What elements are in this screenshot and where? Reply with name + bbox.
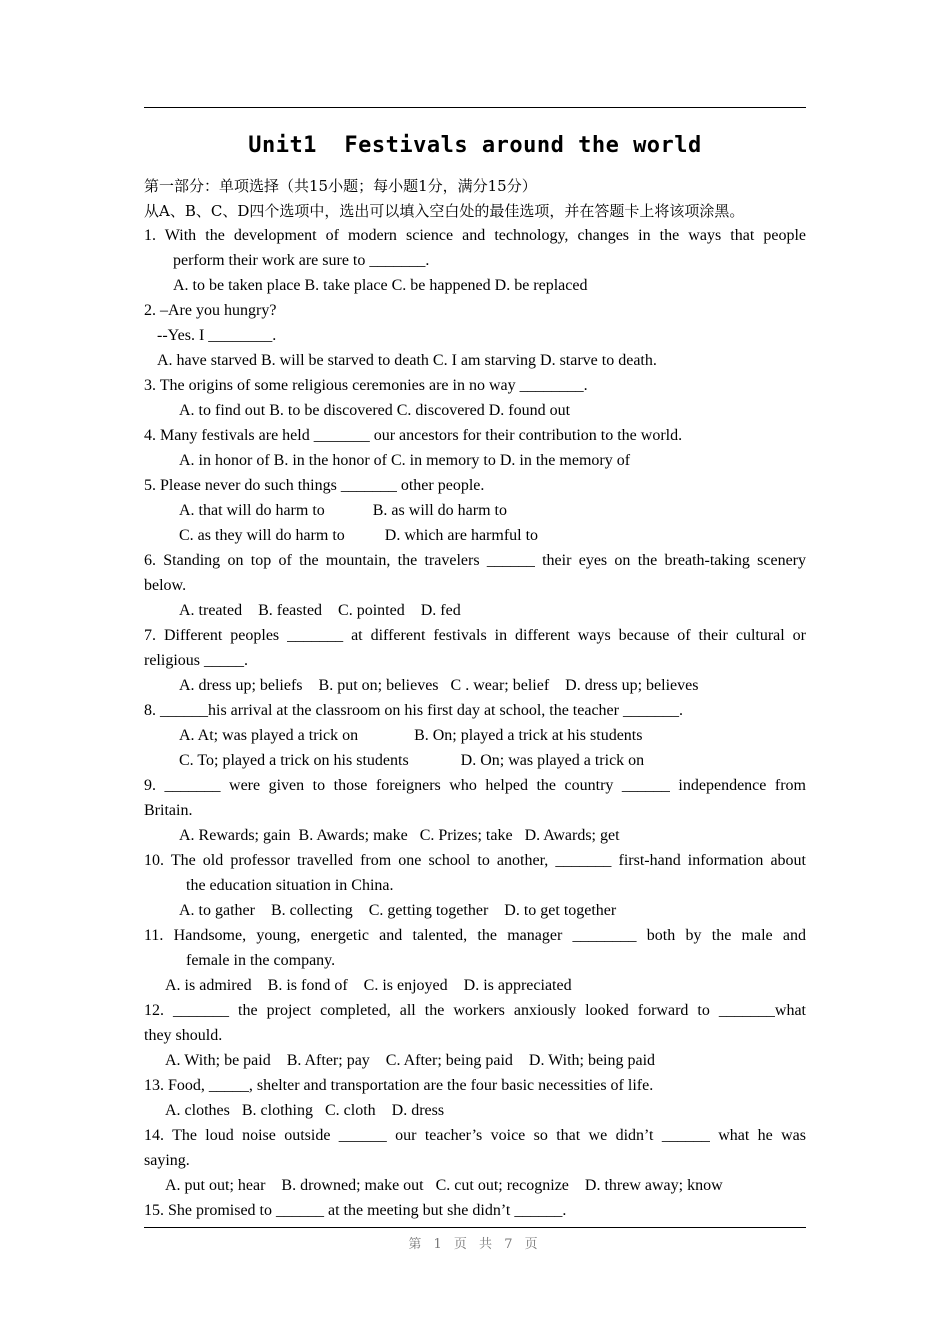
question-14-cont: saying.	[144, 1152, 190, 1169]
question-1: 1. With the development of modern science and technology, changes in the ways that people	[144, 227, 806, 244]
instruction: 从A、B、C、D四个选项中，选出可以填入空白处的最佳选项，并在答题卡上将该项涂黑。	[144, 202, 745, 220]
question-10: 10. The old professor travelled from one school to another, _______ first-hand information about	[144, 852, 806, 869]
question-2-cont: --Yes. I ________.	[157, 327, 277, 344]
question-1-options: A. to be taken place B. take place C. be happened D. be replaced	[173, 277, 588, 294]
question-9-cont: Britain.	[144, 802, 193, 819]
question-12: 12. _______ the project completed, all the workers anxiously looked forward to _______what	[144, 1002, 806, 1019]
question-1-cont: perform their work are sure to _______.	[173, 252, 430, 269]
question-7-options: A. dress up; beliefs B. put on; believes C . wear; belief D. dress up; believes	[179, 677, 699, 694]
question-13-options: A. clothes B. clothing C. cloth D. dress	[165, 1102, 445, 1119]
question-11-cont: female in the company.	[186, 952, 336, 969]
question-5: 5. Please never do such things _______ other people.	[144, 477, 485, 494]
question-2: 2. –Are you hungry?	[144, 302, 277, 319]
question-6-cont: below.	[144, 577, 187, 594]
question-9: 9. _______ were given to those foreigners who helped the country ______ independence from	[144, 777, 806, 794]
question-6-options: A. treated B. feasted C. pointed D. fed	[179, 602, 461, 619]
question-4: 4. Many festivals are held _______ our ancestors for their contribution to the world.	[144, 427, 683, 444]
question-5-options-ab: A. that will do harm to B. as will do harm to	[179, 502, 507, 519]
question-11-options: A. is admired B. is fond of C. is enjoyed D. is appreciated	[165, 977, 572, 994]
page-footer: 第 1 页 共 7 页	[408, 1237, 542, 1252]
question-4-options: A. in honor of B. in the honor of C. in memory to D. in the memory of	[179, 452, 631, 469]
question-2-options: A. have starved B. will be starved to death C. I am starving D. starve to death.	[157, 352, 657, 369]
question-12-options: A. With; be paid B. After; pay C. After; being paid D. With; being paid	[165, 1052, 656, 1069]
question-8-options-cd: C. To; played a trick on his students D. On; was played a trick on	[179, 752, 645, 769]
question-13: 13. Food, _____, shelter and transportation are the four basic necessities of life.	[144, 1077, 654, 1094]
footer-rule	[144, 1227, 806, 1228]
question-9-options: A. Rewards; gain B. Awards; make C. Prizes; take D. Awards; get	[179, 827, 620, 844]
question-7: 7. Different peoples _______ at different festivals in different ways because of their cultural or	[144, 627, 806, 644]
question-14-options: A. put out; hear B. drowned; make out C. cut out; recognize D. threw away; know	[165, 1177, 723, 1194]
question-11: 11. Handsome, young, energetic and talented, the manager ________ both by the male and	[144, 927, 806, 944]
question-3-options: A. to find out B. to be discovered C. discovered D. found out	[179, 402, 571, 419]
header-rule	[144, 107, 806, 108]
question-15: 15. She promised to ______ at the meeting but she didn’t ______.	[144, 1202, 567, 1219]
question-10-options: A. to gather B. collecting C. getting together D. to get together	[179, 902, 617, 919]
question-14: 14. The loud noise outside ______ our teacher’s voice so that we didn’t ______ what he was	[144, 1127, 806, 1144]
question-3: 3. The origins of some religious ceremonies are in no way ________.	[144, 377, 588, 394]
question-12-cont: they should.	[144, 1027, 223, 1044]
question-5-options-cd: C. as they will do harm to D. which are harmful to	[179, 527, 539, 544]
question-8: 8. ______his arrival at the classroom on his first day at school, the teacher _______.	[144, 702, 683, 719]
question-6: 6. Standing on top of the mountain, the travelers ______ their eyes on the breath-taking scenery	[144, 552, 806, 569]
question-10-cont: the education situation in China.	[186, 877, 394, 894]
section-header: 第一部分：单项选择（共15小题；每小题1分，满分15分）	[144, 177, 537, 195]
page-title: Unit1 Festivals around the world	[248, 133, 702, 158]
question-8-options-ab: A. At; was played a trick on B. On; played a trick at his students	[179, 727, 643, 744]
question-7-cont: religious _____.	[144, 652, 248, 669]
